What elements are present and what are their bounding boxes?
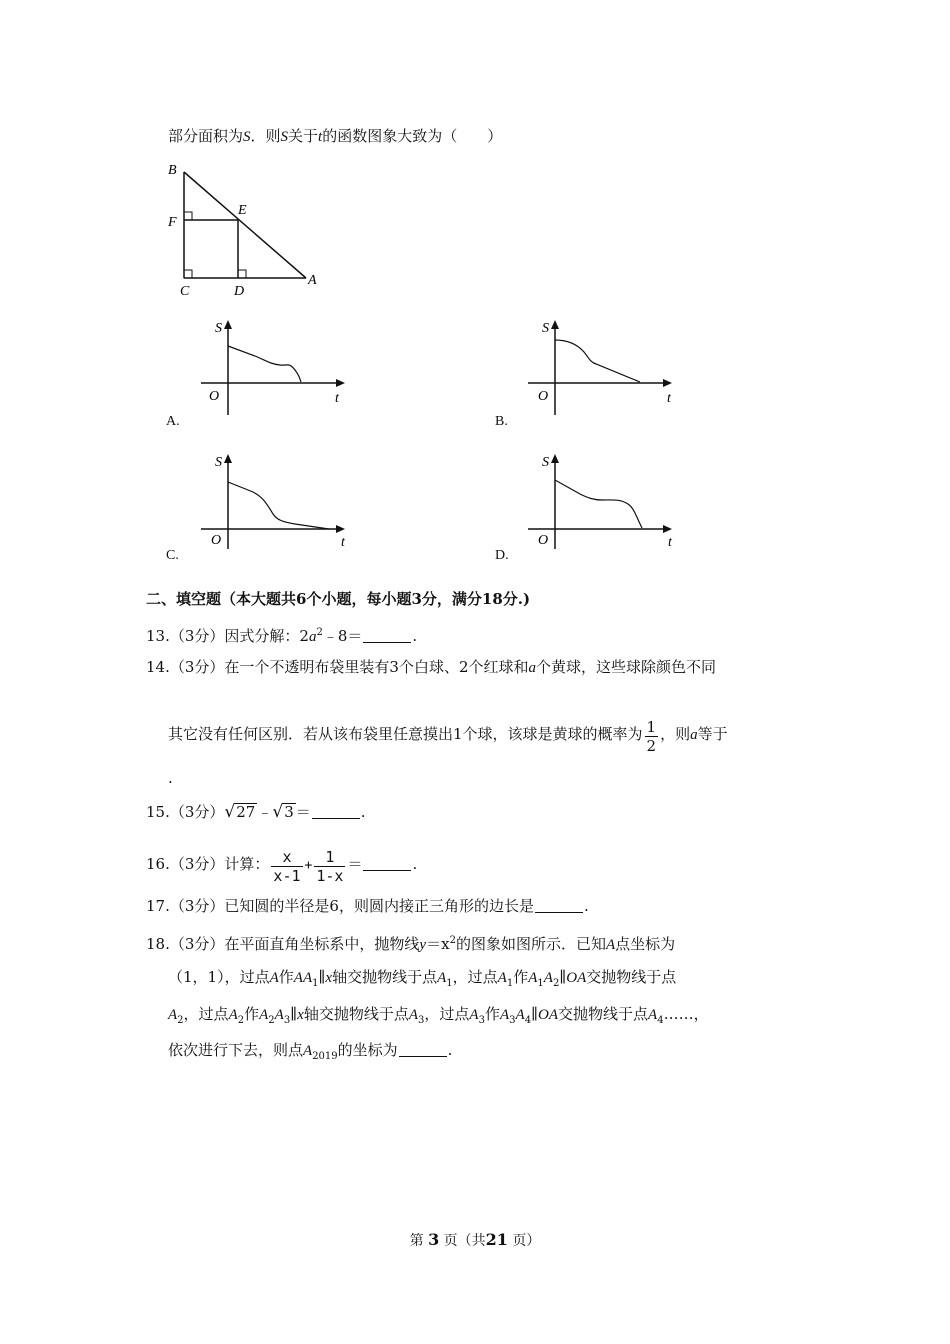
answer-blank-16 [363,856,411,871]
svg-text:O: O [538,389,549,404]
graph-option-d [522,452,682,552]
label-A: A [308,273,317,288]
answer-blank-18 [399,1042,447,1057]
question-18-line-4: 依次进行下去，则点$A_{2019}$的坐标为 . [168,1041,453,1062]
question-12-continuation: 部分面积为S．则S关于t的函数图象大致为（ ） [168,127,503,145]
question-14-line-3: . [168,769,173,787]
question-17: 17.（3分）已知圆的半径是6，则圆内接正三角形的边长是 . [146,897,589,915]
section-2-heading: 二、填空题（本大题共6个小题，每小题3分，满分18分.) [146,590,531,608]
question-14-line-2: 其它没有任何区别．若从该布袋里任意摸出1个球，该球是黄球的概率为 $\frac{1}{2}$ ，则a等于 [168,718,728,755]
question-14-line-1: 14.（3分）在一个不透明布袋里装有3个白球、2个红球和a个黄球，这些球除颜色不同 [146,658,717,676]
svg-text:t: t [667,391,671,406]
svg-text:S: S [215,455,222,470]
svg-text:t: t [668,535,672,550]
svg-text:S: S [215,321,222,336]
option-c-label: C. [166,548,179,563]
option-b-label: B. [495,414,508,429]
label-C: C [180,284,190,298]
option-a-label: A. [166,414,180,429]
svg-text:S: S [542,455,549,470]
question-18-line-2: （1，1），过点A作$AA_1\parallel x$轴交抛物线于点$A_1$，过点$A_1$作$A_1A_2\parallel OA$交抛物线于点 [168,968,677,989]
svg-text:t: t [341,535,345,550]
question-18-line-3: $A_2$，过点$A_2$作$A_2A_3\parallel x$轴交抛物线于点$A_3$，过点$A_3$作$A_3A_4\parallel OA$交抛物线于点$A_4\dots\dots$， [168,1005,709,1026]
answer-blank-17 [535,898,583,913]
svg-text:O: O [209,389,220,404]
question-18-line-1: 18.（3分）在平面直角坐标系中，抛物线$y=x^2$的图象如图所示．已知A点坐标为 [146,935,676,953]
svg-text:S: S [542,321,549,336]
svg-text:t: t [335,391,339,406]
label-B: B [168,163,177,178]
option-d-label: D. [495,548,509,563]
answer-blank-15 [312,804,360,819]
svg-text:O: O [211,533,222,548]
label-D: D [234,284,245,298]
svg-text:O: O [538,533,549,548]
question-13: 13.（3分）因式分解：$2a^2﹣8=$ . [146,627,418,645]
graph-option-a [195,318,355,418]
question-15: 15.（3分）√27 ﹣√3 ＝ . [146,802,366,822]
graph-option-b [522,318,682,418]
label-E: E [238,203,247,218]
page-footer: 第 3 页（共21 页） [409,1230,541,1249]
triangle-figure [160,158,330,298]
graph-option-c [195,452,355,552]
question-16: 16.（3分）计算： $\frac{x}{x-1}$ + $\frac{1}{1-x}$ ＝ . [146,848,418,885]
label-F: F [168,215,177,230]
answer-blank-13 [363,628,411,643]
